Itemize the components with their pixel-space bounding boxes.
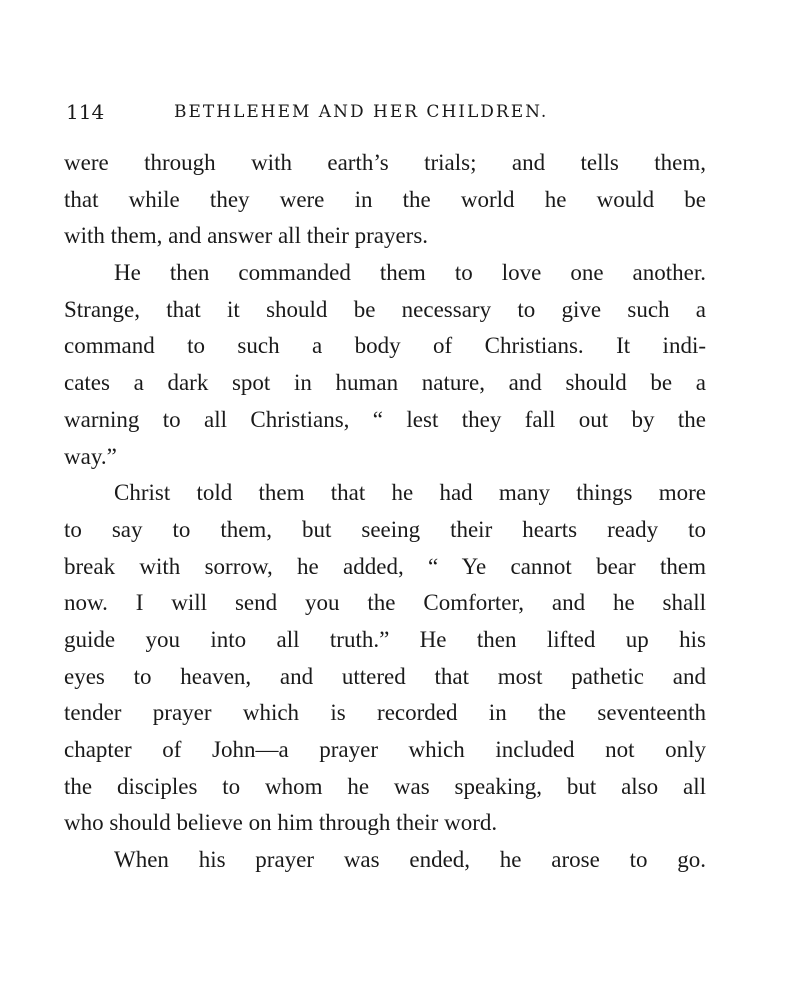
text-line: break with sorrow, he added, “ Ye cannot bear them (64, 553, 706, 579)
text-line: eyes to heaven, and uttered that most pathetic and (64, 663, 706, 689)
text-line: the disciples to whom he was speaking, but also all (64, 773, 706, 799)
text-line: Christ told them that he had many things more (114, 480, 706, 506)
text-line: that while they were in the world he would be (64, 186, 706, 212)
text-line: who should believe on him through their word. (64, 810, 498, 836)
text-line: chapter of John—a prayer which included not only (64, 737, 706, 762)
text-line: tender prayer which is recorded in the seventeenth (64, 700, 706, 726)
text-line: warning to all Christians, “ lest they fall out by the (64, 406, 706, 432)
text-line: Strange, that it should be necessary to give such a (64, 296, 706, 322)
running-title: BETHLEHEM AND HER CHILDREN. (174, 102, 549, 122)
text-line: to say to them, but seeing their hearts ready to (64, 516, 706, 542)
page-body (64, 145, 706, 879)
text-line: command to such a body of Christians. It indi- (64, 333, 706, 359)
text-line: now. I will send you the Comforter, and he shall (64, 590, 706, 616)
text-line: were through with earth’s trials; and tells them, (64, 150, 706, 175)
text-line: He then commanded them to love one another. (114, 260, 706, 286)
text-line: way.” (64, 443, 117, 469)
text-line: cates a dark spot in human nature, and should be a (64, 370, 706, 396)
text-line: guide you into all truth.” He then lifted up his (64, 626, 706, 652)
text-line: When his prayer was ended, he arose to go. (114, 847, 706, 873)
page-number: 114 (66, 100, 105, 124)
text-line: with them, and answer all their prayers. (64, 223, 429, 249)
